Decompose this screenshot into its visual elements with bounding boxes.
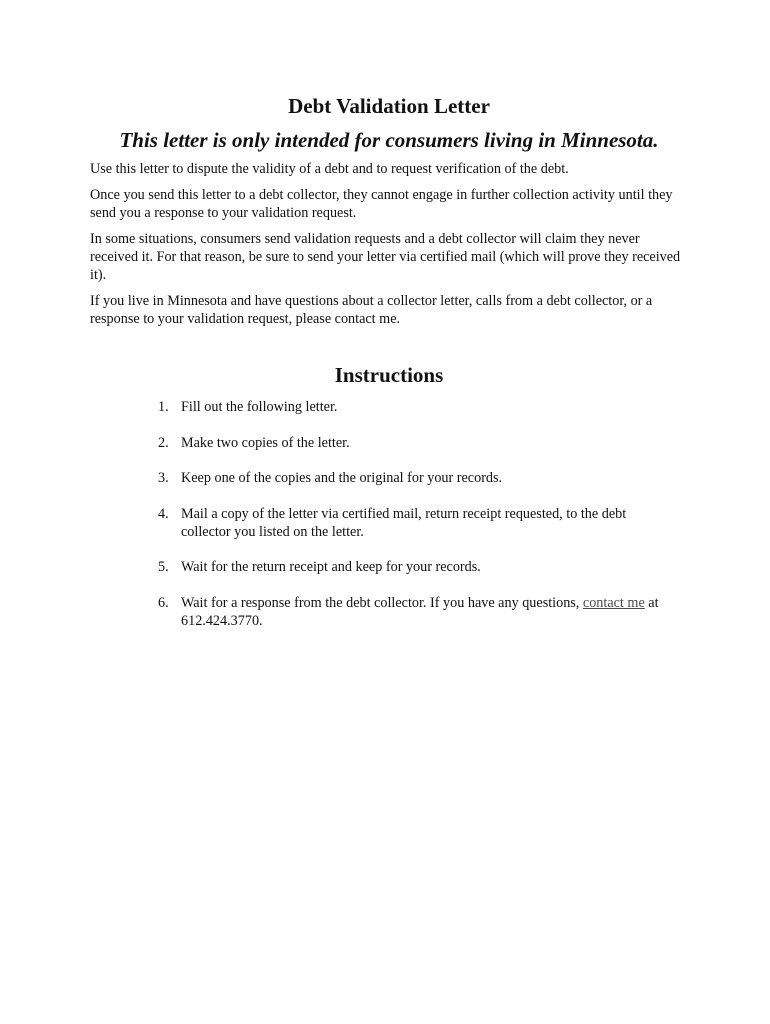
step-number: 4. bbox=[158, 505, 169, 522]
step-number: 6. bbox=[158, 594, 169, 611]
contact-me-link[interactable]: contact me bbox=[582, 594, 645, 611]
step-text-after: at 612.424.3770. bbox=[181, 594, 659, 629]
list-item bbox=[158, 398, 678, 416]
step-text: Wait for the return receipt and keep for your records. bbox=[181, 559, 481, 575]
contact-paragraph: If you live in Minnesota and have questions about a collector letter, calls from a debt collector, or a response to your validation request, please contact me. bbox=[90, 293, 653, 327]
instructions-list bbox=[90, 398, 678, 630]
document-page bbox=[90, 92, 688, 647]
step-text: Fill out the following letter. bbox=[181, 399, 338, 415]
list-item bbox=[158, 469, 678, 487]
step-number: 5. bbox=[158, 559, 169, 575]
step-text: Keep one of the copies and the original for your records. bbox=[181, 470, 503, 486]
step-text: Make two copies of the letter. bbox=[181, 434, 350, 451]
step-text: Mail a copy of the letter via certified mail, return receipt requested, to the debt collector you listed on the letter. bbox=[181, 505, 627, 540]
collection-paragraph: Once you send this letter to a debt collector, they cannot engage in further collection activity until they send you a response to your validation request. bbox=[90, 187, 673, 221]
list-item bbox=[158, 594, 678, 630]
page-title: Debt Validation Letter bbox=[288, 94, 490, 118]
page-subtitle: This letter is only intended for consumers living in Minnesota. bbox=[119, 128, 659, 152]
list-item bbox=[158, 558, 678, 576]
step-text bbox=[181, 594, 678, 630]
step-number: 1. bbox=[158, 399, 169, 415]
instructions-heading: Instructions bbox=[334, 363, 444, 387]
step-text-before: Wait for a response from the debt collector. If you have any questions, bbox=[181, 594, 583, 611]
certified-mail-paragraph: In some situations, consumers send validation requests and a debt collector will claim they never received it. For that reason, be sure to send your letter via certified mail (which will prove they received it). bbox=[90, 231, 681, 283]
list-item bbox=[158, 505, 678, 541]
step-number: 3. bbox=[158, 470, 169, 486]
intro-paragraph: Use this letter to dispute the validity of a debt and to request verification of the debt. bbox=[90, 161, 569, 177]
step-number: 2. bbox=[158, 434, 169, 451]
list-item bbox=[158, 434, 678, 452]
